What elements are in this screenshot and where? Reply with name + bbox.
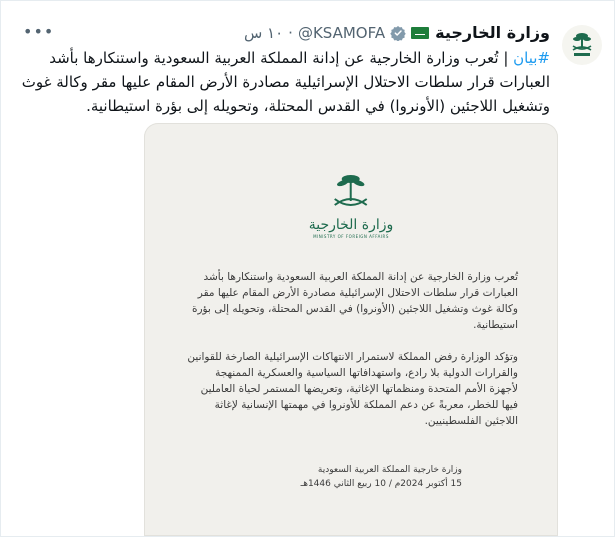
statement-signature xyxy=(301,463,462,491)
statement-image[interactable] xyxy=(144,123,558,536)
tweet xyxy=(1,1,614,536)
emblem-title: وزارة الخارجية xyxy=(308,217,394,233)
statement-body xyxy=(184,269,518,445)
saudi-flag-icon xyxy=(411,27,429,39)
hashtag-link[interactable]: #بيان xyxy=(513,49,550,67)
palm-swords-emblem-icon xyxy=(329,171,373,211)
account-handle[interactable]: @KSAMOFA xyxy=(297,23,386,42)
ministry-emblem-icon xyxy=(567,30,597,60)
statement-paragraph-1: تُعرب وزارة الخارجية عن إدانة المملكة العربية السعودية واستنكارها بأشد العبارات قرار سلطات الاحتلال الإسرائيلية مصادرة الأرض المقام عليها مقر وكالة غوث وتشغيل اللاجئين (الأونروا) في القدس المحتلة، وتحويله إلى بؤرة استيطانية. xyxy=(191,271,518,331)
tweet-text xyxy=(10,46,550,118)
avatar[interactable] xyxy=(562,25,602,65)
emblem-subtitle: MINISTRY OF FOREIGN AFFAIRS xyxy=(313,234,389,239)
more-options-icon[interactable]: ••• xyxy=(23,22,55,41)
tweet-body: تُعرب وزارة الخارجية عن إدانة المملكة العربية السعودية واستنكارها بأشد العبارات قرار سلطات الاحتلال الإسرائيلية مصادرة الأرض المقام عليها مقر وكالة غوث وتشغيل اللاجئين (الأونروا) في القدس المحتلة، وتحويله إلى بؤرة استيطانية. xyxy=(21,49,550,115)
display-name[interactable]: وزارة الخارجية xyxy=(435,23,550,42)
ministry-logo xyxy=(309,171,394,239)
tweet-header xyxy=(244,23,550,42)
signature-ministry: وزارة خارجية المملكة العربية السعودية xyxy=(317,465,462,475)
verified-badge-icon xyxy=(390,25,406,41)
text-separator: | xyxy=(498,49,514,67)
separator-dot: · xyxy=(288,23,293,42)
signature-date: 15 أكتوبر 2024م / 10 ربيع الثاني 1446هـ xyxy=(300,479,462,489)
timestamp[interactable]: ١٠ س xyxy=(243,23,284,42)
statement-paragraph-2: وتؤكد الوزارة رفض المملكة لاستمرار الانتهاكات الإسرائيلية الصارخة للقوانين والقرارات الدولية بلا رادع، واستهدافاتها السياسية والعسكرية الممنهجة لأجهزة الأمم المتحدة ومنظماتها الإغاثية، وتعريضها المستمر لحياة العاملين فيها للخطر، معربةً عن دعم المملكة للأونروا في مهمتها الإنسانية لإغاثة اللاجئين الفلسطينيين. xyxy=(187,351,518,427)
